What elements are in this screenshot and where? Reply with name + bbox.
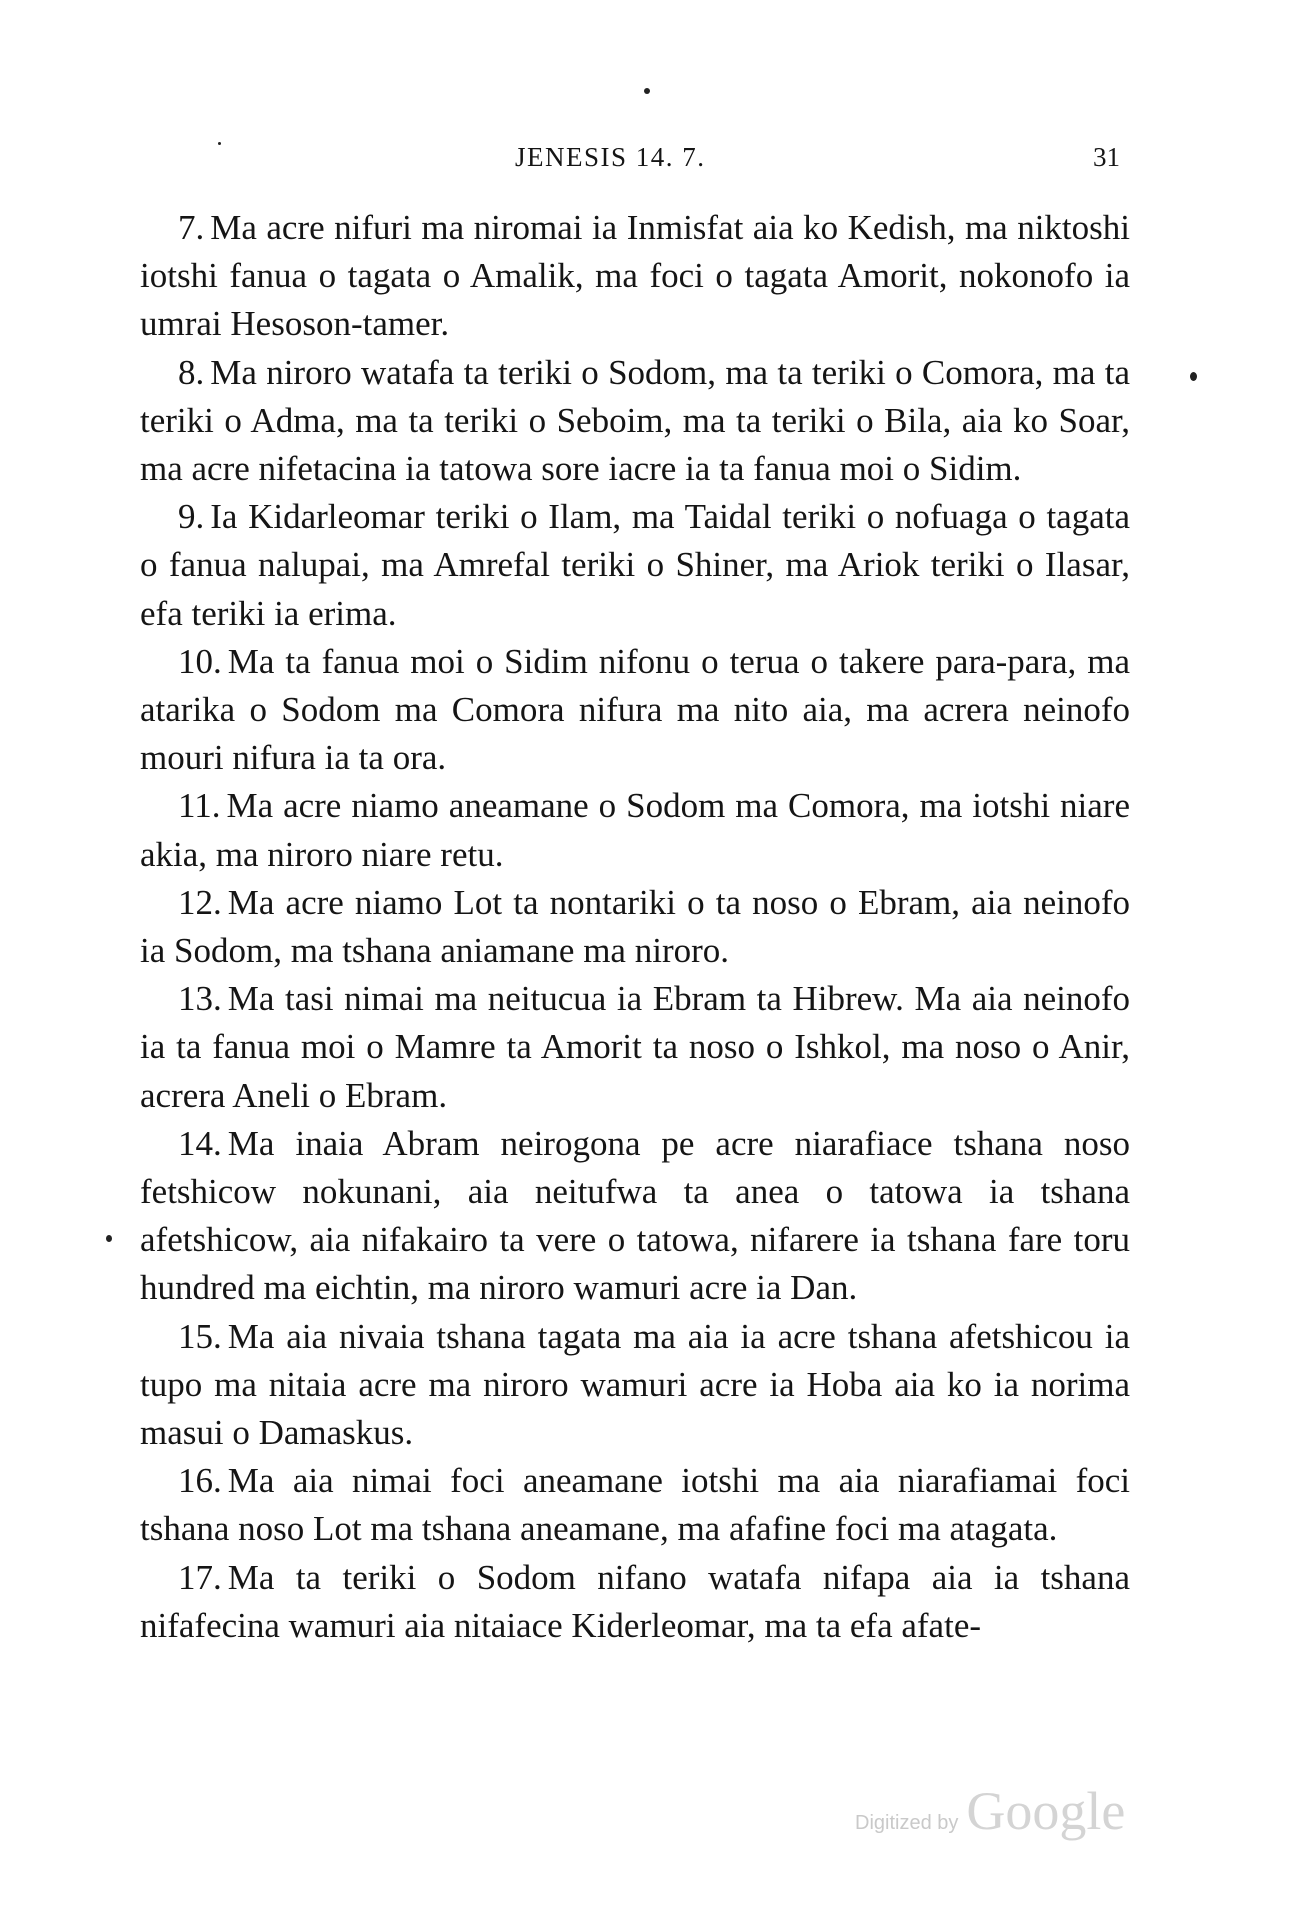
verse-text: Ma acre niamo Lot ta nontariki o ta noso o Ebram, aia neinofo ia Sodom, ma tshana aniamane ma niroro. xyxy=(140,882,1130,971)
page-number: 31 xyxy=(1093,142,1120,172)
verse-number: 9. xyxy=(178,497,205,537)
print-speck xyxy=(644,88,650,94)
verse xyxy=(140,493,1130,638)
verse-text: Ma acre niamo aneamane o Sodom ma Comora, ma iotshi niare akia, ma niroro niare retu. xyxy=(140,786,1130,874)
verse-text: Ia Kidarleomar teriki o Ilam, ma Taidal teriki o nofuaga o tagata o fanua nalupai, ma Amrefal teriki o Shiner, ma Ariok teriki o Ilasar, efa teriki ia erima. xyxy=(140,497,1130,633)
running-title: JENESIS 14. 7. xyxy=(515,142,706,172)
verse xyxy=(140,782,1130,878)
verse-number: 13. xyxy=(178,979,222,1019)
verse-text: Ma inaia Abram neirogona pe acre niarafiace tshana noso fetshicow nokunani, aia neitufwa ta anea o tatowa ia tshana afetshicow, aia nifakairo ta vere o tatowa, nifarere ia tshana fare toru hundred ma eichtin, ma niroro wamuri acre ia Dan. xyxy=(140,1123,1130,1308)
verse-number: 12. xyxy=(178,882,222,922)
verse-number: 14. xyxy=(178,1123,222,1163)
verse-number: 16. xyxy=(178,1461,222,1501)
verse-text: Ma aia nivaia tshana tagata ma aia ia acre tshana afetshicou ia tupo ma nitaia acre ma niroro wamuri acre ia Hoba aia ko ia norima masui o Damaskus. xyxy=(140,1316,1130,1453)
verse xyxy=(140,1457,1130,1553)
verse-number: 7. xyxy=(178,208,205,247)
verse-text: Ma acre nifuri ma niromai ia Inmisfat aia ko Kedish, ma niktoshi iotshi fanua o tagata o Amalik, ma foci o tagata Amorit, nokonofo ia umrai Hesoson-tamer. xyxy=(140,208,1130,344)
verse-number: 15. xyxy=(178,1316,222,1356)
google-logo: Google xyxy=(966,1781,1126,1841)
verse xyxy=(140,879,1130,975)
verse xyxy=(140,1554,1130,1650)
verse xyxy=(140,1313,1130,1458)
verse xyxy=(140,975,1130,1120)
digitized-watermark xyxy=(855,1780,1125,1840)
verse-number: 11. xyxy=(178,786,221,826)
verse xyxy=(140,204,1130,349)
verse-text: Ma niroro watafa ta teriki o Sodom, ma ta teriki o Comora, ma ta teriki o Adma, ma ta teriki o Seboim, ma ta teriki o Bila, aia ko Soar, ma acre nifetacina ia tatowa sore iacre ia ta fanua moi o Sidim. xyxy=(140,352,1130,489)
verse-text: Ma ta fanua moi o Sidim nifonu o terua o takere para-para, ma atarika o Sodom ma Comora nifura ma nito aia, ma acrera neinofo mouri nifura ia ta ora. xyxy=(140,641,1130,778)
verse-number: 8. xyxy=(178,352,205,392)
verse-number: 17. xyxy=(178,1557,222,1597)
verse-text: Ma aia nimai foci aneamane iotshi ma aia niarafiamai foci tshana noso Lot ma tshana aneamane, ma afafine foci ma atagata. xyxy=(140,1461,1130,1549)
verse xyxy=(140,1120,1130,1313)
verse xyxy=(140,349,1130,494)
scripture-text xyxy=(140,204,1130,1650)
verse-text: Ma tasi nimai ma neitucua ia Ebram ta Hibrew. Ma aia neinofo ia ta fanua moi o Mamre ta Amorit ta noso o Ishkol, ma noso o Anir, acrera Aneli o Ebram. xyxy=(140,979,1130,1115)
verse-number: 10. xyxy=(178,641,222,681)
running-header xyxy=(140,142,1130,182)
print-speck xyxy=(1190,372,1197,381)
print-speck xyxy=(106,1235,112,1242)
verse-text: Ma ta teriki o Sodom nifano watafa nifapa aia ia tshana nifafecina wamuri aia nitaiace Kiderleomar, ma ta efa afate- xyxy=(140,1557,1130,1645)
watermark-prefix: Digitized by xyxy=(855,1812,959,1834)
verse xyxy=(140,638,1130,783)
